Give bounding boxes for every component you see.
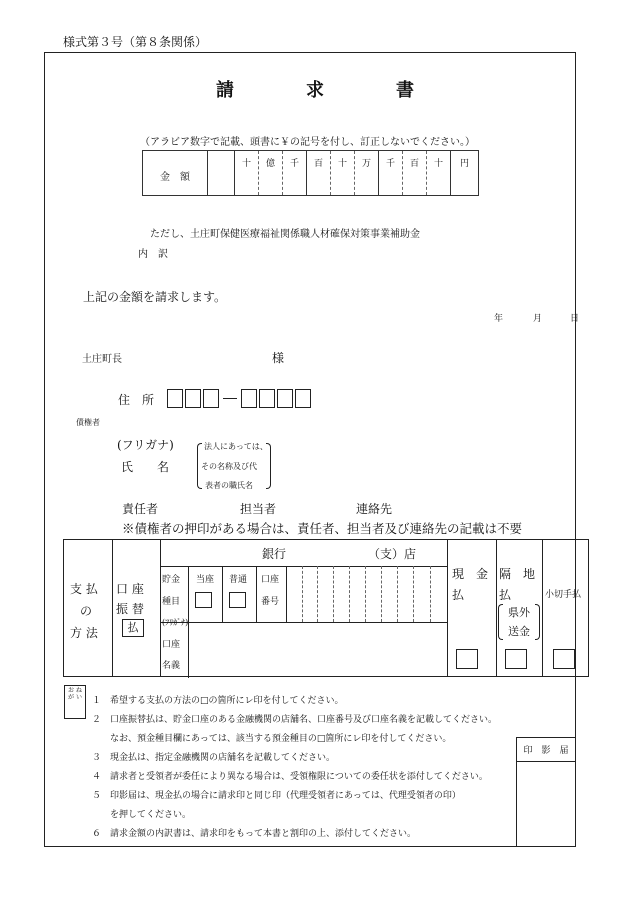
seal-box-divider [516, 761, 576, 762]
amount-digit-cell[interactable]: 十 [330, 151, 354, 195]
note-line: を押してください。 [92, 810, 192, 820]
account-number-line1: 口座 [261, 575, 280, 585]
note-line: ５ 印影届は、現金払の場合に請求印と同じ印（代理受領者にあっては、代理受領者の印） [92, 791, 461, 801]
account-number-line2: 番号 [261, 597, 280, 607]
amount-digit-cell[interactable]: 百 [306, 151, 330, 195]
addressee-name: 土庄町長 [82, 354, 122, 365]
form-number: 様式第３号（第８条関係） [63, 35, 208, 49]
method-label-line1: 支 払 [70, 582, 98, 596]
transfer-label-line2: 振 替 [116, 602, 144, 616]
request-text: 上記の金額を請求します。 [83, 290, 227, 304]
remote-label-line2: 払 [499, 588, 512, 602]
ordinary-label: 普通 [229, 575, 248, 585]
transfer-label-line1: 口 座 [116, 582, 144, 596]
date-year[interactable]: 年 [494, 314, 504, 324]
claimant-label: 債権者 [76, 418, 100, 427]
remote-checkbox[interactable] [505, 649, 527, 669]
remote-sub-line2: 送金 [508, 625, 530, 638]
corp-note-line: 法人にあっては、 [204, 442, 268, 451]
amount-digit-cell[interactable]: 千 [282, 151, 306, 195]
check-label: 小切手払 [545, 590, 582, 600]
note-line: なお、預金種目欄にあっては、該当する預金種目の□箇所にレ印を付してください。 [92, 734, 452, 744]
cash-label-line1: 現 金 [452, 567, 489, 581]
amount-table [142, 150, 479, 196]
page-title: 請 求 書 [216, 80, 414, 101]
method-label-line2: の [80, 604, 93, 618]
date-month[interactable]: 月 [533, 314, 543, 324]
notes-tag: お ね が い [68, 687, 82, 701]
corp-note-line: 表者の職氏名 [205, 481, 253, 490]
furigana-label: (フリガナ) [117, 438, 174, 452]
branch-label: （支）店 [368, 547, 417, 561]
amount-currency-cell[interactable] [207, 151, 234, 195]
name-label: 氏 名 [121, 460, 170, 474]
current-checkbox[interactable] [195, 592, 212, 608]
holder-line3: 名義 [162, 661, 181, 671]
current-label: 当座 [196, 575, 215, 585]
amount-digit-cell[interactable]: 百 [402, 151, 426, 195]
note-line: ３ 現金払は、指定金融機関の店舗名を記載してください。 [92, 753, 336, 763]
contact-label: 連絡先 [356, 502, 393, 516]
remote-bracket-right [535, 604, 540, 640]
ordinary-checkbox[interactable] [229, 592, 246, 608]
amount-digit-cell[interactable]: 十 [426, 151, 450, 195]
purpose-text: ただし、土庄町保健医療福祉関係職人材確保対策事業補助金 [150, 229, 420, 240]
postal-code-field[interactable] [167, 388, 313, 408]
holder-furigana: (ﾌﾘｶﾞﾅ) [162, 618, 189, 627]
addressee-honorific: 様 [272, 351, 285, 365]
corp-note-line: その名称及び代 [201, 462, 257, 471]
breakdown-label: 内 訳 [138, 249, 168, 260]
cash-label-line2: 払 [452, 588, 465, 602]
note-line: ２ 口座振替払は、貯金口座のある金融機関の店舗名、口座番号及び口座名義を記載してください。 [92, 715, 498, 725]
date-day[interactable]: 日 [570, 314, 580, 324]
cash-checkbox[interactable] [456, 649, 478, 669]
note-line: １ 希望する支払の方法の□の箇所にレ印を付してください。 [92, 696, 344, 706]
in-charge-label: 担当者 [240, 502, 277, 516]
bank-label: 銀行 [262, 547, 287, 561]
holder-line2: 口座 [162, 640, 181, 650]
seal-box-label: 印 影 届 [523, 746, 569, 756]
transfer-mark[interactable]: 払 [122, 619, 144, 637]
deposit-type-line2: 種目 [162, 597, 181, 607]
amount-digit-cell[interactable]: 円 [450, 151, 478, 195]
seal-note: ※債権者の押印がある場合は、責任者、担当者及び連絡先の記載は不要 [122, 521, 523, 536]
method-label-line3: 方 法 [70, 626, 98, 640]
remote-label-line1: 隔 地 [499, 567, 536, 581]
note-line: ６ 請求金額の内訳書は、請求印をもって本書と割印の上、添付してください。 [92, 829, 417, 839]
amount-digit-cell[interactable]: 十 [234, 151, 258, 195]
amount-digit-cell[interactable]: 万 [354, 151, 378, 195]
amount-digit-cell[interactable]: 億 [258, 151, 282, 195]
check-checkbox[interactable] [553, 649, 575, 669]
note-line: ４ 請求者と受領者が委任により異なる場合は、受領権限についての委任状を添付してください。 [92, 772, 488, 782]
amount-digit-cell[interactable]: 千 [378, 151, 402, 195]
amount-instruction: （アラビア数字で記載、頭書に￥の記号を付し、訂正しないでください。） [140, 137, 475, 148]
deposit-type-line1: 貯金 [162, 575, 181, 585]
remote-sub-line1: 県外 [508, 606, 530, 619]
amount-label: 金 額 [160, 172, 190, 183]
responsible-label: 責任者 [122, 502, 159, 516]
address-label: 住 所 [118, 393, 155, 407]
